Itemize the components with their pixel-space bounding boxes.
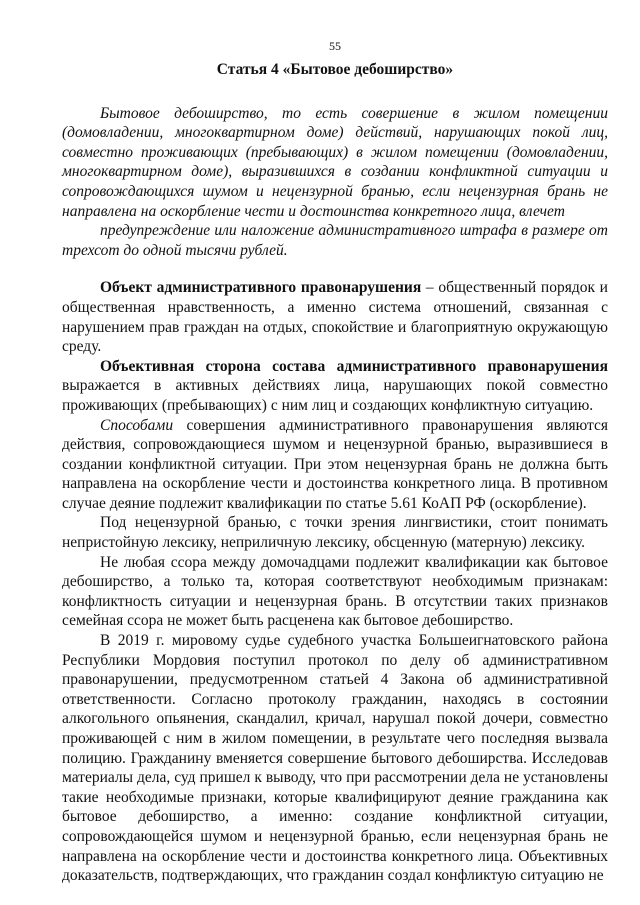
section-spacer: [62, 260, 608, 278]
paragraph-object: [62, 278, 608, 356]
article-title: Статья 4 «Бытовое дебоширство»: [216, 61, 454, 78]
methods-lead: Способами: [100, 416, 174, 434]
law-text-block: [62, 104, 608, 261]
objective-text: выражается в активных действиях лица, нарушающих покой совместно проживающих (пребывающих) с ним лиц и создающих конфликтную ситуацию.: [62, 377, 608, 414]
paragraph-quarrel: Не любая ссора между домочадцами подлежит квалификации как бытовое дебоширство, а только та, которая соответствуют необходимым признакам: конфликтность ситуации и нецензурная брань. В отсутствии таких признаков семейная ссора не может быть расценена как бытовое дебоширство.: [62, 553, 608, 630]
commentary-body: [62, 278, 608, 885]
law-disposition: Бытовое дебоширство, то есть совершение в жилом помещении (домовладении, многоквартирном доме) действий, нарушающих покой лиц, совместно проживающих (пребывающих) в жилом помещении (домовладении, многоквартирном доме), выразившихся в создании конфликтной ситуации и сопровождающихся шумом и нецензурной бранью, если нецензурная брань не направлена на оскорбление чести и достоинства конкретного лица, влечет: [62, 104, 608, 220]
document-page: [62, 0, 608, 886]
methods-text: совершения административного правонарушения являются действия, сопровождающиеся шумом и нецензурной бранью, выразившиеся в создании конфликтной ситуации. При этом нецензурная брань не должна быть направлена на оскорбление чести и достоинства конкретного лица. В противном случае деяние подлежит квалификации по статье 5.61 КоАП РФ (оскорбление).: [62, 416, 608, 512]
page-number: 55: [329, 39, 341, 53]
object-text: – общественный порядок и общественная нравственность, а именно система отношений, связанная с нарушением прав граждан на отдых, спокойствие и благоприятную окружающую среду.: [62, 279, 608, 356]
objective-lead: Объективная сторона состава административного правонарушения: [100, 357, 608, 375]
paragraph-methods: [62, 416, 608, 514]
law-sanction: предупреждение или наложение административного штрафа в размере от трехсот до одной тысячи рублей.: [62, 222, 608, 259]
object-lead: Объект административного правонарушения: [100, 279, 422, 297]
paragraph-objective-side: [62, 357, 608, 416]
paragraph-case: В 2019 г. мировому судье судебного участка Большеигнатовского района Республики Мордовия поступил протокол по делу об административном правонарушении, предусмотренном статьей 4 Закона об административной ответственности. Согласно протоколу гражданин, находясь в состоянии алкогольного опьянения, скандалил, кричал, нарушал покой дочери, совместно проживающей с ним в жилом помещении, в результате чего последняя вызвала полицию. Гражданину вменяется совершение бытового дебоширства. Исследовав материалы дела, суд пришел к выводу, что при рассмотрении дела не установлены такие необходимые признаки, которые квалифицируют деяние гражданина как бытовое дебоширство, а именно: создание конфликтной ситуации, сопровождающейся шумом и нецензурной бранью, если нецензурная брань не направлена на оскорбление чести и достоинства конкретного лица. Объективных доказательств, подтверждающих, что гражданин создал конфликтую ситуацию не: [62, 632, 608, 885]
paragraph-profanity: Под нецензурной бранью, с точки зрения лингвистики, стоит понимать непристойную лексику, неприличную лексику, обсценную (матерную) лексику.: [62, 514, 608, 552]
